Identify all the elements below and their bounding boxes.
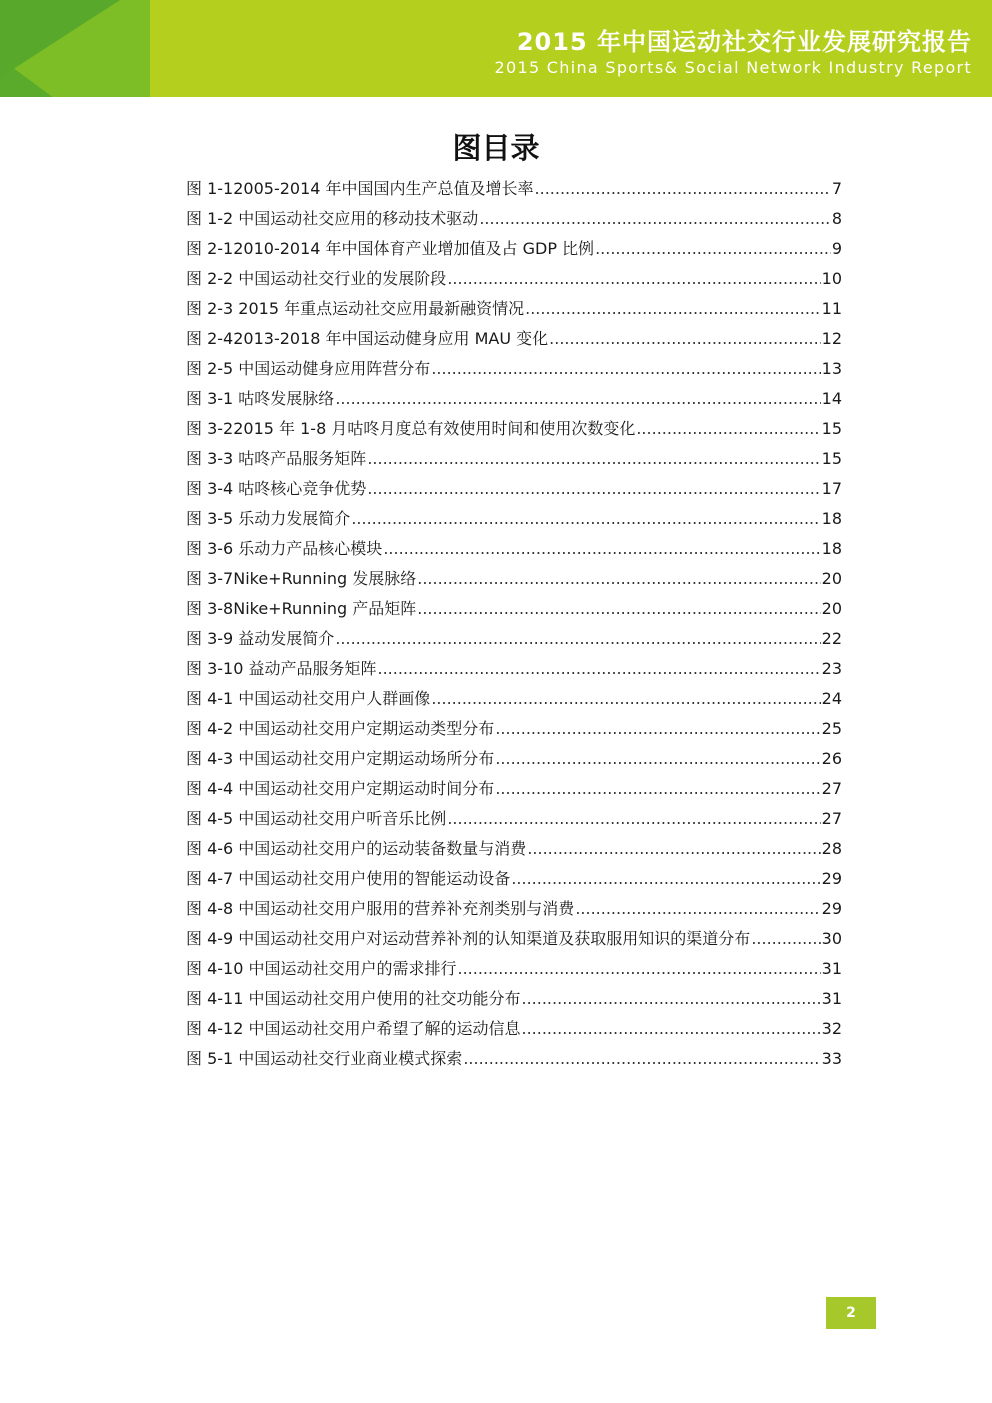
toc-leader-dots — [522, 1014, 821, 1044]
toc-entry[interactable] — [186, 234, 842, 264]
toc-leader-dots — [458, 954, 821, 984]
toc-heading: 图目录 — [452, 131, 540, 165]
toc-entry[interactable] — [186, 474, 842, 504]
toc-entry-page: 22 — [821, 629, 842, 648]
toc-entry-page: 20 — [821, 599, 842, 618]
toc-entry-page: 25 — [821, 719, 842, 738]
toc-entry-page: 24 — [821, 689, 842, 708]
toc-entry[interactable] — [186, 444, 842, 474]
toc-entry[interactable] — [186, 534, 842, 564]
toc-leader-dots — [383, 534, 820, 564]
toc-entry-page: 13 — [821, 359, 842, 378]
toc-leader-dots — [431, 354, 820, 384]
toc-entry-label: 图 2-12010-2014 年中国体育产业增加值及占 GDP 比例 — [186, 239, 595, 258]
toc-leader-dots — [335, 384, 820, 414]
toc-entry[interactable] — [186, 324, 842, 354]
toc-entry[interactable] — [186, 834, 842, 864]
toc-entry-label: 图 2-3 2015 年重点运动社交应用最新融资情况 — [186, 299, 525, 318]
toc-entry-page: 8 — [831, 209, 842, 228]
toc-leader-dots — [495, 744, 820, 774]
toc-entry-page: 10 — [821, 269, 842, 288]
toc-leader-dots — [431, 684, 820, 714]
toc-entry[interactable] — [186, 714, 842, 744]
toc-entry-page: 26 — [821, 749, 842, 768]
toc-entry-label: 图 3-8Nike+Running 产品矩阵 — [186, 599, 417, 618]
toc-leader-dots — [511, 864, 820, 894]
toc-entry[interactable] — [186, 684, 842, 714]
toc-entry-page: 32 — [821, 1019, 842, 1038]
toc-entry-page: 18 — [821, 539, 842, 558]
toc-leader-dots — [378, 654, 821, 684]
toc-entry-label: 图 4-8 中国运动社交用户服用的营养补充剂类别与消费 — [186, 899, 575, 918]
toc-entry-page: 23 — [821, 659, 842, 678]
toc-entry[interactable] — [186, 894, 842, 924]
toc-entry-label: 图 3-6 乐动力产品核心模块 — [186, 539, 383, 558]
toc-entry-label: 图 3-1 咕咚发展脉络 — [186, 389, 335, 408]
toc-entry-page: 31 — [821, 959, 842, 978]
toc-entry[interactable] — [186, 564, 842, 594]
toc-leader-dots — [522, 984, 821, 1014]
toc-entry[interactable] — [186, 1044, 842, 1074]
toc-entry-page: 15 — [821, 419, 842, 438]
toc-entry-label: 图 4-10 中国运动社交用户的需求排行 — [186, 959, 457, 978]
toc-leader-dots — [495, 774, 820, 804]
toc-entry[interactable] — [186, 354, 842, 384]
toc-entry[interactable] — [186, 954, 842, 984]
toc-entry-label: 图 2-5 中国运动健身应用阵营分布 — [186, 359, 431, 378]
toc-entry-label: 图 3-7Nike+Running 发展脉络 — [186, 569, 417, 588]
report-subtitle: 2015 China Sports& Social Network Industry Report — [494, 58, 972, 77]
toc-entry-label: 图 3-3 咕咚产品服务矩阵 — [186, 449, 367, 468]
figure-list — [186, 174, 842, 1074]
toc-entry-label: 图 4-1 中国运动社交用户人群画像 — [186, 689, 431, 708]
toc-entry-label: 图 3-22015 年 1-8 月咕咚月度总有效使用时间和使用次数变化 — [186, 419, 636, 438]
toc-entry-label: 图 4-5 中国运动社交用户听音乐比例 — [186, 809, 447, 828]
toc-entry-page: 18 — [821, 509, 842, 528]
toc-entry-page: 27 — [821, 779, 842, 798]
toc-entry-page: 30 — [821, 929, 842, 948]
toc-entry[interactable] — [186, 1014, 842, 1044]
toc-entry-page: 28 — [821, 839, 842, 858]
toc-entry[interactable] — [186, 264, 842, 294]
toc-entry-label: 图 3-5 乐动力发展简介 — [186, 509, 351, 528]
toc-leader-dots — [335, 624, 820, 654]
toc-entry-page: 27 — [821, 809, 842, 828]
toc-entry[interactable] — [186, 624, 842, 654]
page-header — [0, 0, 992, 97]
toc-leader-dots — [549, 324, 820, 354]
toc-entry[interactable] — [186, 504, 842, 534]
toc-entry-label: 图 4-3 中国运动社交用户定期运动场所分布 — [186, 749, 495, 768]
toc-entry-label: 图 4-11 中国运动社交用户使用的社交功能分布 — [186, 989, 521, 1008]
toc-entry-page: 29 — [821, 869, 842, 888]
toc-entry[interactable] — [186, 984, 842, 1014]
toc-entry-label: 图 4-12 中国运动社交用户希望了解的运动信息 — [186, 1019, 521, 1038]
toc-leader-dots — [479, 204, 831, 234]
toc-entry-label: 图 2-2 中国运动社交行业的发展阶段 — [186, 269, 447, 288]
toc-entry-label: 图 2-42013-2018 年中国运动健身应用 MAU 变化 — [186, 329, 549, 348]
toc-leader-dots — [417, 594, 820, 624]
toc-entry-page: 17 — [821, 479, 842, 498]
toc-entry-page: 7 — [831, 179, 842, 198]
toc-entry[interactable] — [186, 294, 842, 324]
toc-leader-dots — [595, 234, 831, 264]
toc-entry-label: 图 4-4 中国运动社交用户定期运动时间分布 — [186, 779, 495, 798]
toc-entry[interactable] — [186, 414, 842, 444]
toc-entry-page: 9 — [831, 239, 842, 258]
toc-entry-label: 图 4-7 中国运动社交用户使用的智能运动设备 — [186, 869, 511, 888]
toc-entry[interactable] — [186, 804, 842, 834]
toc-leader-dots — [447, 264, 820, 294]
toc-entry[interactable] — [186, 594, 842, 624]
toc-entry-page: 29 — [821, 899, 842, 918]
page-number-badge: 2 — [826, 1297, 876, 1329]
toc-entry-page: 14 — [821, 389, 842, 408]
toc-entry[interactable] — [186, 924, 842, 954]
toc-leader-dots — [751, 924, 820, 954]
toc-entry-page: 33 — [821, 1049, 842, 1068]
toc-entry-label: 图 3-4 咕咚核心竞争优势 — [186, 479, 367, 498]
toc-entry-label: 图 5-1 中国运动社交行业商业模式探索 — [186, 1049, 463, 1068]
toc-leader-dots — [535, 174, 831, 204]
toc-entry-label: 图 3-9 益动发展简介 — [186, 629, 335, 648]
toc-leader-dots — [575, 894, 820, 924]
toc-entry-page: 11 — [821, 299, 842, 318]
toc-entry-page: 20 — [821, 569, 842, 588]
toc-leader-dots — [495, 714, 820, 744]
toc-entry[interactable] — [186, 744, 842, 774]
toc-leader-dots — [636, 414, 820, 444]
toc-entry[interactable] — [186, 174, 842, 204]
toc-entry-label: 图 1-12005-2014 年中国国内生产总值及增长率 — [186, 179, 534, 198]
toc-entry-page: 15 — [821, 449, 842, 468]
toc-entry[interactable] — [186, 204, 842, 234]
toc-leader-dots — [447, 804, 820, 834]
toc-leader-dots — [367, 474, 820, 504]
toc-entry-label: 图 4-6 中国运动社交用户的运动装备数量与消费 — [186, 839, 527, 858]
toc-entry-label: 图 3-10 益动产品服务矩阵 — [186, 659, 377, 678]
toc-entry[interactable] — [186, 384, 842, 414]
toc-leader-dots — [417, 564, 820, 594]
toc-entry-page: 12 — [821, 329, 842, 348]
toc-entry-page: 31 — [821, 989, 842, 1008]
toc-entry[interactable] — [186, 774, 842, 804]
toc-entry-label: 图 4-9 中国运动社交用户对运动营养补剂的认知渠道及获取服用知识的渠道分布 — [186, 929, 751, 948]
toc-entry[interactable] — [186, 654, 842, 684]
toc-entry[interactable] — [186, 864, 842, 894]
toc-leader-dots — [525, 294, 821, 324]
report-title: 2015 年中国运动社交行业发展研究报告 — [516, 28, 972, 56]
toc-leader-dots — [527, 834, 820, 864]
toc-entry-label: 图 4-2 中国运动社交用户定期运动类型分布 — [186, 719, 495, 738]
toc-leader-dots — [463, 1044, 820, 1074]
toc-entry-label: 图 1-2 中国运动社交应用的移动技术驱动 — [186, 209, 479, 228]
toc-leader-dots — [351, 504, 820, 534]
toc-leader-dots — [367, 444, 820, 474]
